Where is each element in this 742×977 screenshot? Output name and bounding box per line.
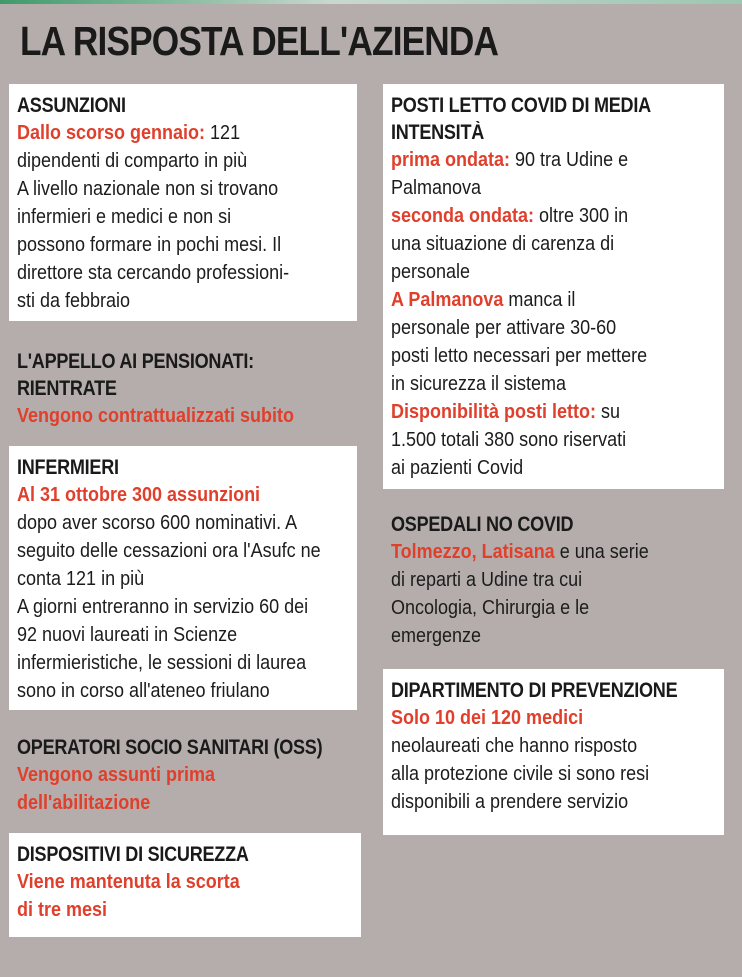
card-body [17,868,321,924]
highlight-text: Disponibilità posti letto: [391,401,596,423]
card-heading: DISPOSITIVI DI SICUREZZA [17,843,249,866]
body-line [391,538,685,566]
card-heading: INTENSITÀ [391,121,485,144]
body-line: possono formare in pochi mesi. Il [17,234,282,256]
body-text: 121 [205,122,241,144]
body-line: alla protezione civile si sono resi [391,763,650,785]
body-line: dopo aver scorso 600 nominativi. A [17,512,298,534]
card-body [391,146,685,482]
card-heading: INFERMIERI [17,456,119,479]
body-line: disponibili a prendere servizio [391,791,629,813]
body-text: 90 tra Udine e [510,149,629,171]
body-line: di reparti a Udine tra cui [391,569,583,591]
body-line: A giorni entreranno in servizio 60 dei [17,596,309,618]
card-heading: DIPARTIMENTO DI PREVENZIONE [391,679,678,702]
card-prevenzione [383,669,724,835]
card-body [17,761,318,817]
card-infermieri [9,446,357,710]
card-heading: ASSUNZIONI [17,94,126,117]
body-line: seguito delle cessazioni ora l'Asufc ne [17,540,321,562]
highlight-text: Dallo scorso gennaio: [17,122,206,144]
card-heading: OSPEDALI NO COVID [391,513,574,536]
body-line: personale [391,261,471,283]
highlight-text: Vengono contrattualizzati subito [17,405,295,427]
highlight-text: Solo 10 dei 120 medici [391,707,584,729]
body-line: Palmanova [391,177,482,199]
body-line: sono in corso all'ateneo friulano [17,680,270,702]
body-line: sti da febbraio [17,290,131,312]
page-title: LA RISPOSTA DELL'AZIENDA [20,18,499,64]
body-line: A livello nazionale non si trovano [17,178,279,200]
body-line: infermieri e medici e non si [17,206,232,228]
highlight-text: dell'abilitazione [17,792,151,814]
highlight-text: A Palmanova [391,289,504,311]
body-line: conta 121 in più [17,568,145,590]
card-posti-letto [383,84,724,489]
body-text: su [595,401,621,423]
card-heading: RIENTRATE [17,377,117,400]
body-text: manca il [503,289,576,311]
highlight-text: Al 31 ottobre 300 assunzioni [17,484,261,506]
card-body [17,481,321,705]
body-line: infermieristiche, le sessioni di laurea [17,652,307,674]
card-heading: POSTI LETTO COVID DI MEDIA [391,94,651,117]
highlight-text: seconda ondata: [391,205,535,227]
body-line: neolaureati che hanno risposto [391,735,638,757]
highlight-text: Vengono assunti prima [17,764,216,786]
body-line: una situazione di carenza di [391,233,615,255]
body-line: 92 nuovi laureati in Scienze [17,624,238,646]
body-line: Oncologia, Chirurgia e le [391,597,590,619]
body-line: emergenze [391,625,482,647]
card-pensionati [9,340,357,428]
body-line: ai pazienti Covid [391,457,524,479]
card-heading: OPERATORI SOCIO SANITARI (OSS) [17,736,323,759]
card-oss [9,726,357,818]
highlight-text: Tolmezzo, Latisana [391,541,555,563]
body-text: e una serie [554,541,649,563]
card-assunzioni [9,84,357,321]
highlight-text: Viene mantenuta la scorta [17,871,240,893]
body-line: 1.500 totali 380 sono riservati [391,429,627,451]
body-line: in sicurezza il sistema [391,373,567,395]
body-line: direttore sta cercando professioni- [17,262,290,284]
body-line [391,202,685,230]
card-body [391,704,685,816]
body-line [391,146,685,174]
body-line: personale per attivare 30-60 [391,317,617,339]
highlight-text: prima ondata: [391,149,511,171]
card-body [391,538,685,650]
card-body [17,402,318,430]
body-line [17,119,318,147]
top-accent-line [0,0,742,4]
body-text: oltre 300 in [534,205,629,227]
card-body [17,119,318,315]
body-line: posti letto necessari per mettere [391,345,648,367]
body-line [391,398,685,426]
body-line [391,286,685,314]
highlight-text: di tre mesi [17,899,108,921]
body-line: dipendenti di comparto in più [17,150,248,172]
card-heading: L'APPELLO AI PENSIONATI: [17,350,254,373]
card-ospedali-no-covid [383,503,724,653]
card-dispositivi [9,833,361,937]
